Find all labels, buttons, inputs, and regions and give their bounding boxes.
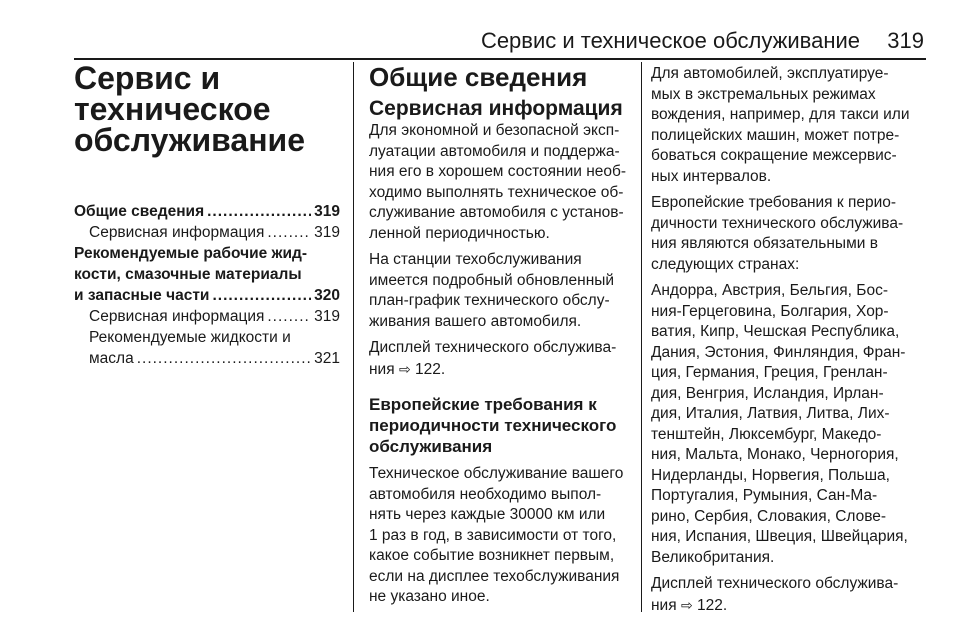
paragraph [651, 281, 931, 568]
text-line: если на дисплее техобслуживания [369, 567, 620, 585]
text-line: Европейские требования к [369, 395, 597, 414]
text-line: не указано иное. [369, 588, 490, 605]
text-line: ния, Испания, Швеция, Швейцария, [651, 528, 908, 545]
text-line: Андорра, Австрия, Бельгия, Бос- [651, 282, 888, 299]
text-line: ния являются обязательными в [651, 235, 878, 252]
text-line: ходимо выполнять техническое об- [369, 183, 624, 201]
text-line: Дисплей технического обслужива- [651, 575, 899, 592]
cross-reference-arrow-icon: ⇨ [680, 596, 693, 613]
text-line: периодичности технического [369, 416, 617, 435]
text-line: Для экономной и безопасной эксп- [369, 122, 620, 139]
text-line: следующих странах: [651, 255, 800, 273]
toc-entry-recommended-line[interactable]: Рекомендуемые рабочие жид- [74, 245, 308, 262]
text-line: ния его в хорошем состоянии необ- [369, 163, 627, 180]
text-line: дия, Венгрия, Исландия, Ирлан- [651, 384, 884, 402]
toc-entry-recommended-line[interactable]: кости, смазочные материалы [74, 266, 302, 283]
text-line: боваться сокращение межсервис- [651, 147, 897, 164]
toc-entry-service-info-2[interactable] [74, 306, 340, 327]
toc-entry-oils-line[interactable]: Рекомендуемые жидкости и [89, 329, 291, 346]
toc-entry-label: Общие сведения [74, 203, 205, 220]
page-number: 319 [887, 28, 924, 53]
toc-entry-label: Сервисная информация [89, 308, 265, 325]
text-line: служивание автомобиля с установ- [369, 204, 624, 221]
toc-entry-general[interactable] [74, 201, 340, 222]
toc-entry-spare-parts[interactable] [74, 285, 340, 306]
text-line: имеется подробный обновленный [369, 271, 615, 289]
text-line: Европейские требования к перио- [651, 194, 897, 211]
column-divider-right [641, 62, 642, 612]
subsection-title: Сервисная информация [369, 97, 623, 120]
chapter-title [74, 62, 340, 156]
text-line: ленной периодичностью. [369, 224, 550, 242]
text-line: дичности технического обслужива- [651, 214, 904, 232]
paragraph [651, 574, 931, 616]
column-divider-left [353, 62, 354, 612]
toc-entry-label: масла [89, 350, 134, 367]
cross-reference-arrow-icon: ⇨ [398, 360, 411, 377]
text-line: вождения, например, для такси или [651, 106, 910, 123]
text-line: ных интервалов. [651, 167, 772, 185]
text-line: ция, Германия, Греция, Гренлан- [651, 364, 888, 381]
chapter-title-line: обслуживание [74, 122, 305, 158]
text-line: план-график технического обслу- [369, 292, 610, 309]
text-line: тенштейн, Люксембург, Македо- [651, 425, 882, 443]
paragraph [369, 250, 635, 332]
cross-reference-link[interactable]: 122. [696, 596, 728, 614]
toc-leader-dots [267, 222, 311, 243]
text-line: ватия, Кипр, Чешская Республика, [651, 323, 900, 340]
paragraph [651, 193, 931, 275]
text-line: ния [651, 596, 677, 614]
toc-entry-service-info[interactable] [74, 222, 340, 243]
toc-leader-dots [267, 306, 311, 327]
section-title: Общие сведения [369, 62, 588, 92]
cross-reference-link[interactable]: 122. [414, 360, 446, 378]
text-line: обслуживания [369, 437, 493, 456]
chapter-title-line: Сервис и [74, 60, 221, 96]
subsection-title [369, 394, 635, 457]
toc-leader-dots [207, 201, 311, 222]
text-line: рино, Сербия, Словакия, Слове- [651, 507, 887, 525]
toc-entry-page: 321 [314, 350, 340, 367]
text-line: Для автомобилей, эксплуатируе- [651, 65, 889, 82]
paragraph [369, 464, 635, 608]
table-of-contents [74, 201, 340, 369]
running-header-title: Сервис и техническое обслуживание [480, 28, 860, 53]
toc-leader-dots [137, 348, 311, 369]
text-line: ния [369, 360, 395, 378]
toc-entry-oils[interactable] [74, 348, 340, 369]
toc-leader-dots [212, 285, 311, 306]
toc-entry-page: 320 [314, 287, 340, 304]
text-line: Дания, Эстония, Финляндия, Фран- [651, 343, 906, 361]
paragraph [651, 64, 931, 187]
text-line: живания вашего автомобиля. [369, 312, 582, 330]
text-line: Португалия, Румыния, Сан-Ма- [651, 487, 878, 504]
text-line: автомобиля необходимо выпол- [369, 485, 602, 503]
left-column [74, 62, 340, 369]
toc-entry-label: Сервисная информация [89, 224, 265, 241]
toc-entry-label: и запасные части [74, 287, 210, 304]
text-line: 1 раз в год, в зависимости от того, [369, 526, 617, 544]
chapter-title-line: техническое [74, 91, 271, 127]
toc-entry-page: 319 [314, 308, 340, 325]
middle-column [369, 62, 635, 614]
text-line: дия, Италия, Латвия, Литва, Лих- [651, 405, 890, 422]
right-column [651, 64, 931, 622]
text-line: Великобритания. [651, 548, 775, 566]
text-line: Техническое обслуживание вашего [369, 465, 624, 482]
text-line: Нидерланды, Норвегия, Польша, [651, 466, 890, 484]
text-line: ния-Герцеговина, Болгария, Хор- [651, 302, 889, 320]
paragraph [369, 338, 635, 380]
toc-entry-page: 319 [314, 224, 340, 241]
paragraph [369, 121, 635, 244]
toc-entry-page: 319 [314, 203, 340, 220]
text-line: нять через каждые 30000 км или [369, 506, 606, 523]
text-line: Дисплей технического обслужива- [369, 339, 617, 356]
text-line: какое событие возникнет первым, [369, 547, 615, 564]
text-line: мых в экстремальных режимах [651, 85, 876, 103]
text-line: луатации автомобиля и поддержа- [369, 142, 620, 160]
text-line: ния, Мальта, Монако, Черногория, [651, 446, 899, 463]
text-line: полицейских машин, может потре- [651, 126, 900, 144]
text-line: На станции техобслуживания [369, 251, 582, 268]
